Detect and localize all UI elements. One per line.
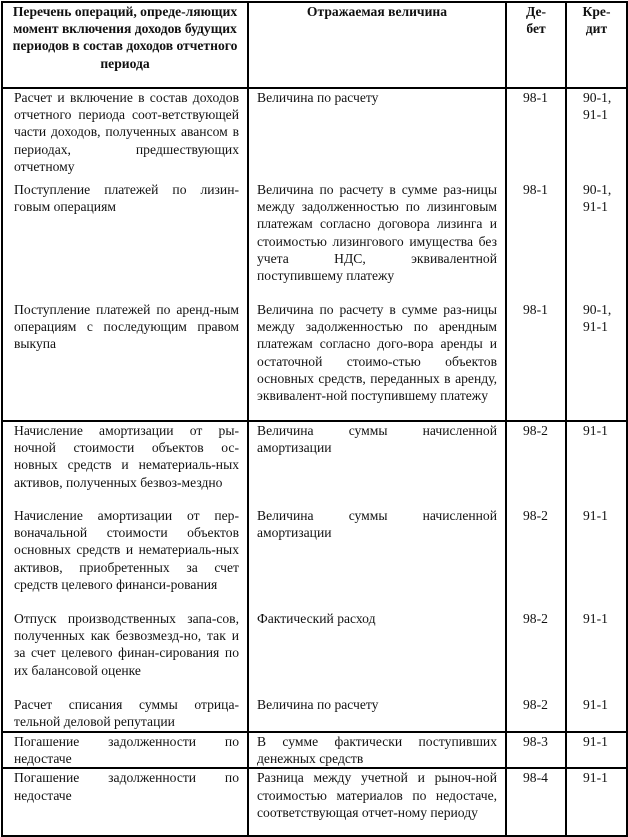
table-header-row xyxy=(2,2,627,88)
table-row xyxy=(2,732,627,768)
header-credit-text: Кре- дит xyxy=(582,4,611,37)
debit-cell: 98-2 xyxy=(506,610,566,696)
operation-cell: Отпуск производственных запа-сов, полученных как безвозмезд-но, так и за счет целевого финан-сирования по их балансовой оценке xyxy=(2,610,248,696)
operation-cell: Начисление амортизации от пер-воначальной стоимости объектов основных средств и нематериаль-ных активов, приобретенных за счет средств целевого финанси-рования xyxy=(2,507,248,610)
debit-cell: 98-3 xyxy=(506,732,566,768)
table-row xyxy=(2,421,627,507)
credit-cell: 91-1 xyxy=(566,732,627,768)
value-cell: Величина суммы начисленной амортизации xyxy=(248,421,506,507)
debit-cell: 98-1 xyxy=(506,181,566,301)
table-row xyxy=(2,768,627,836)
header-value: Отражаемая величина xyxy=(248,2,506,88)
operation-cell: Погашение задолженности по недостаче xyxy=(2,768,248,836)
debit-cell: 98-2 xyxy=(506,421,566,507)
table-row xyxy=(2,507,627,610)
table-row xyxy=(2,696,627,732)
operation-cell: Начисление амортизации от ры-ночной стоимости объектов ос-новных средств и нематериаль-ных активов, полученных безвоз-мездно xyxy=(2,421,248,507)
value-cell: Разница между учетной и рыноч-ной стоимостью материалов по недостаче, соответствующая отчет-ному периоду xyxy=(248,768,506,836)
value-cell: Величина по расчету xyxy=(248,696,506,732)
credit-cell: 91-1 xyxy=(566,768,627,836)
header-operations xyxy=(2,2,248,88)
credit-cell: 91-1 xyxy=(566,507,627,610)
value-cell: Фактический расход xyxy=(248,610,506,696)
credit-cell: 90-1, 91-1 xyxy=(566,301,627,421)
table-row xyxy=(2,181,627,301)
debit-cell: 98-2 xyxy=(506,696,566,732)
table-row xyxy=(2,610,627,696)
operation-cell: Расчет и включение в состав доходов отчетного периода соот-ветствующей части доходов, полученных авансом в периодах, предшествующих отчетному xyxy=(2,88,248,181)
header-debit-text: Де- бет xyxy=(525,4,547,37)
header-operations-text: Перечень операций, опреде-ляющих момент включения доходов будущих периодов в состав доходов отчетного периода xyxy=(12,4,238,71)
value-cell: Величина по расчету в сумме раз-ницы между задолженностью по арендным платежам согласно дого-вора аренды и остаточной стоимо-стью объектов основных средств, переданных в аренду, эквивалент-ной поступившему платежу xyxy=(248,301,506,421)
table-row xyxy=(2,88,627,181)
debit-cell: 98-2 xyxy=(506,507,566,610)
operation-cell: Погашение задолженности по недостаче xyxy=(2,732,248,768)
credit-cell: 91-1 xyxy=(566,610,627,696)
table-row xyxy=(2,301,627,421)
debit-cell: 98-4 xyxy=(506,768,566,836)
accounting-entries-table xyxy=(1,1,628,837)
debit-cell: 98-1 xyxy=(506,301,566,421)
credit-cell: 91-1 xyxy=(566,696,627,732)
value-cell: Величина по расчету в сумме раз-ницы между задолженностью по лизинговым платежам согласно договора лизинга и стоимостью лизингового имущества без учета НДС, эквивалентной поступившему платежу xyxy=(248,181,506,301)
value-cell: В сумме фактически поступивших денежных средств xyxy=(248,732,506,768)
operation-cell: Расчет списания суммы отрица-тельной деловой репутации xyxy=(2,696,248,732)
header-credit xyxy=(566,2,627,88)
operation-cell: Поступление платежей по лизин-говым операциям xyxy=(2,181,248,301)
header-debit xyxy=(506,2,566,88)
value-cell: Величина суммы начисленной амортизации xyxy=(248,507,506,610)
value-cell: Величина по расчету xyxy=(248,88,506,181)
operation-cell: Поступление платежей по аренд-ным операциям с последующим правом выкупа xyxy=(2,301,248,421)
credit-cell: 91-1 xyxy=(566,421,627,507)
credit-cell: 90-1, 91-1 xyxy=(566,181,627,301)
debit-cell: 98-1 xyxy=(506,88,566,181)
credit-cell: 90-1, 91-1 xyxy=(566,88,627,181)
